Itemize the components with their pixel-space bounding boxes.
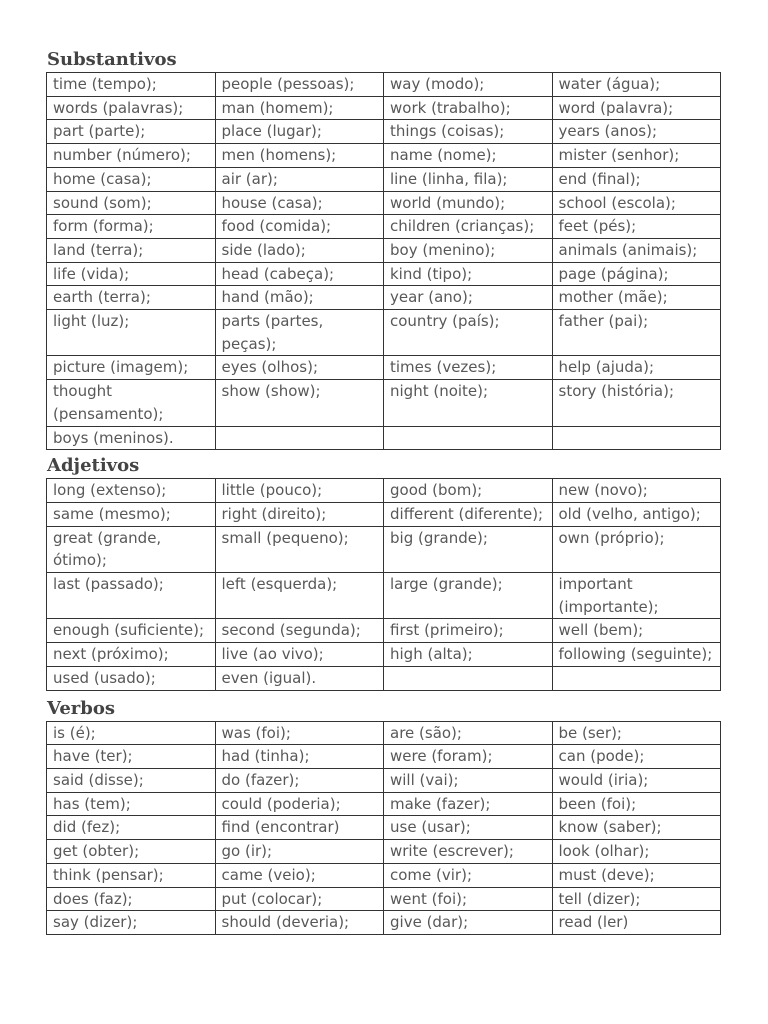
vocab-cell: large (grande); xyxy=(384,573,553,619)
vocab-cell: line (linha, fila); xyxy=(384,167,553,191)
vocab-cell: even (igual). xyxy=(215,666,384,690)
vocab-cell: year (ano); xyxy=(384,286,553,310)
vocab-cell: used (usado); xyxy=(47,666,216,690)
vocab-cell xyxy=(552,426,721,450)
vocab-cell: air (ar); xyxy=(215,167,384,191)
vocab-cell: did (fez); xyxy=(47,816,216,840)
vocab-cell: feet (pés); xyxy=(552,215,721,239)
vocab-cell: kind (tipo); xyxy=(384,262,553,286)
vocab-cell: world (mundo); xyxy=(384,191,553,215)
table-row xyxy=(47,863,721,887)
table-row xyxy=(47,215,721,239)
vocab-cell: well (bem); xyxy=(552,619,721,643)
vocab-cell: next (próximo); xyxy=(47,643,216,667)
table-row xyxy=(47,840,721,864)
vocab-cell: show (show); xyxy=(215,380,384,426)
vocab-cell: side (lado); xyxy=(215,238,384,262)
vocab-cell: was (foi); xyxy=(215,721,384,745)
vocab-cell: picture (imagem); xyxy=(47,356,216,380)
vocab-cell: right (direito); xyxy=(215,502,384,526)
vocab-cell: help (ajuda); xyxy=(552,356,721,380)
vocab-cell: make (fazer); xyxy=(384,792,553,816)
vocab-cell xyxy=(384,426,553,450)
table-row xyxy=(47,262,721,286)
vocab-cell: animals (animais); xyxy=(552,238,721,262)
vocab-cell: good (bom); xyxy=(384,479,553,503)
vocab-cell: can (pode); xyxy=(552,745,721,769)
vocab-cell: word (palavra); xyxy=(552,96,721,120)
vocab-cell: give (dar); xyxy=(384,911,553,935)
vocab-cell: country (país); xyxy=(384,310,553,356)
vocab-cell: form (forma); xyxy=(47,215,216,239)
vocab-cell: go (ir); xyxy=(215,840,384,864)
vocab-cell: big (grande); xyxy=(384,526,553,572)
table-row xyxy=(47,887,721,911)
vocab-cell: great (grande, ótimo); xyxy=(47,526,216,572)
vocab-cell: school (escola); xyxy=(552,191,721,215)
table-row xyxy=(47,666,721,690)
vocab-cell: story (história); xyxy=(552,380,721,426)
vocab-cell: earth (terra); xyxy=(47,286,216,310)
vocab-cell: parts (partes, peças); xyxy=(215,310,384,356)
vocab-cell: does (faz); xyxy=(47,887,216,911)
vocab-cell: had (tinha); xyxy=(215,745,384,769)
vocab-cell: know (saber); xyxy=(552,816,721,840)
vocab-cell: put (colocar); xyxy=(215,887,384,911)
vocab-cell: number (número); xyxy=(47,144,216,168)
vocab-cell: part (parte); xyxy=(47,120,216,144)
vocab-cell: men (homens); xyxy=(215,144,384,168)
table-row xyxy=(47,120,721,144)
table-row xyxy=(47,191,721,215)
vocab-cell: children (crianças); xyxy=(384,215,553,239)
vocab-cell: second (segunda); xyxy=(215,619,384,643)
table-row xyxy=(47,426,721,450)
table-row xyxy=(47,356,721,380)
vocab-cell xyxy=(215,426,384,450)
vocab-cell: night (noite); xyxy=(384,380,553,426)
vocab-cell: water (água); xyxy=(552,73,721,97)
vocab-cell: enough (suficiente); xyxy=(47,619,216,643)
vocab-cell: do (fazer); xyxy=(215,768,384,792)
vocab-cell: first (primeiro); xyxy=(384,619,553,643)
vocab-table-substantivos xyxy=(46,72,721,450)
vocab-cell: tell (dizer); xyxy=(552,887,721,911)
vocab-cell: long (extenso); xyxy=(47,479,216,503)
vocab-cell: is (é); xyxy=(47,721,216,745)
vocab-cell: time (tempo); xyxy=(47,73,216,97)
vocab-cell: get (obter); xyxy=(47,840,216,864)
vocab-cell: little (pouco); xyxy=(215,479,384,503)
vocab-cell: be (ser); xyxy=(552,721,721,745)
vocab-cell: different (diferente); xyxy=(384,502,553,526)
table-row xyxy=(47,526,721,572)
vocab-cell: mother (mãe); xyxy=(552,286,721,310)
vocab-cell: place (lugar); xyxy=(215,120,384,144)
vocab-cell: boy (menino); xyxy=(384,238,553,262)
vocab-cell: old (velho, antigo); xyxy=(552,502,721,526)
document-page xyxy=(46,48,721,935)
vocab-cell: use (usar); xyxy=(384,816,553,840)
table-row xyxy=(47,573,721,619)
vocab-cell: high (alta); xyxy=(384,643,553,667)
vocab-cell: end (final); xyxy=(552,167,721,191)
vocab-cell: life (vida); xyxy=(47,262,216,286)
vocab-cell: way (modo); xyxy=(384,73,553,97)
vocab-cell: have (ter); xyxy=(47,745,216,769)
vocab-cell: said (disse); xyxy=(47,768,216,792)
table-row xyxy=(47,479,721,503)
vocab-cell: should (deveria); xyxy=(215,911,384,935)
vocab-cell: new (novo); xyxy=(552,479,721,503)
vocab-cell: think (pensar); xyxy=(47,863,216,887)
table-row xyxy=(47,73,721,97)
vocab-cell: small (pequeno); xyxy=(215,526,384,572)
vocab-cell: name (nome); xyxy=(384,144,553,168)
vocab-cell: man (homem); xyxy=(215,96,384,120)
vocab-cell: people (pessoas); xyxy=(215,73,384,97)
vocab-cell: food (comida); xyxy=(215,215,384,239)
vocab-cell: years (anos); xyxy=(552,120,721,144)
vocab-cell: say (dizer); xyxy=(47,911,216,935)
table-row xyxy=(47,768,721,792)
vocab-cell xyxy=(384,666,553,690)
vocab-cell: following (seguinte); xyxy=(552,643,721,667)
vocab-cell: light (luz); xyxy=(47,310,216,356)
table-row xyxy=(47,745,721,769)
vocab-cell: home (casa); xyxy=(47,167,216,191)
vocab-cell: has (tem); xyxy=(47,792,216,816)
vocab-cell: could (poderia); xyxy=(215,792,384,816)
vocab-cell: same (mesmo); xyxy=(47,502,216,526)
vocab-cell: father (pai); xyxy=(552,310,721,356)
vocab-cell: came (veio); xyxy=(215,863,384,887)
vocab-cell: live (ao vivo); xyxy=(215,643,384,667)
vocab-cell: sound (som); xyxy=(47,191,216,215)
table-row xyxy=(47,167,721,191)
vocab-cell: mister (senhor); xyxy=(552,144,721,168)
vocab-cell: important (importante); xyxy=(552,573,721,619)
vocab-cell: went (foi); xyxy=(384,887,553,911)
vocab-cell xyxy=(552,666,721,690)
vocab-cell: look (olhar); xyxy=(552,840,721,864)
vocab-cell: work (trabalho); xyxy=(384,96,553,120)
vocab-cell: come (vir); xyxy=(384,863,553,887)
vocab-cell: head (cabeça); xyxy=(215,262,384,286)
section-title-verbos: Verbos xyxy=(47,697,115,719)
vocab-cell: page (página); xyxy=(552,262,721,286)
vocab-cell: would (iria); xyxy=(552,768,721,792)
vocab-cell: words (palavras); xyxy=(47,96,216,120)
table-row xyxy=(47,619,721,643)
table-row xyxy=(47,144,721,168)
vocab-table-verbos xyxy=(46,721,721,935)
vocab-cell: times (vezes); xyxy=(384,356,553,380)
table-row xyxy=(47,238,721,262)
vocab-cell: left (esquerda); xyxy=(215,573,384,619)
table-row xyxy=(47,502,721,526)
vocab-cell: read (ler) xyxy=(552,911,721,935)
vocab-cell: write (escrever); xyxy=(384,840,553,864)
table-row xyxy=(47,96,721,120)
vocab-cell: eyes (olhos); xyxy=(215,356,384,380)
table-row xyxy=(47,721,721,745)
table-row xyxy=(47,380,721,426)
table-row xyxy=(47,286,721,310)
vocab-cell: last (passado); xyxy=(47,573,216,619)
section-title-adjetivos: Adjetivos xyxy=(47,455,140,477)
vocab-cell: been (foi); xyxy=(552,792,721,816)
vocab-cell: things (coisas); xyxy=(384,120,553,144)
section-title-substantivos: Substantivos xyxy=(47,49,177,70)
vocab-cell: own (próprio); xyxy=(552,526,721,572)
vocab-cell: boys (meninos). xyxy=(47,426,216,450)
vocab-cell: must (deve); xyxy=(552,863,721,887)
vocab-cell: house (casa); xyxy=(215,191,384,215)
table-row xyxy=(47,911,721,935)
vocab-cell: thought (pensamento); xyxy=(47,380,216,426)
table-row xyxy=(47,643,721,667)
vocab-cell: will (vai); xyxy=(384,768,553,792)
vocab-cell: are (são); xyxy=(384,721,553,745)
table-row xyxy=(47,816,721,840)
vocab-cell: land (terra); xyxy=(47,238,216,262)
vocab-cell: hand (mão); xyxy=(215,286,384,310)
vocab-cell: find (encontrar) xyxy=(215,816,384,840)
table-row xyxy=(47,792,721,816)
table-row xyxy=(47,310,721,356)
vocab-cell: were (foram); xyxy=(384,745,553,769)
vocab-table-adjetivos xyxy=(46,478,721,690)
